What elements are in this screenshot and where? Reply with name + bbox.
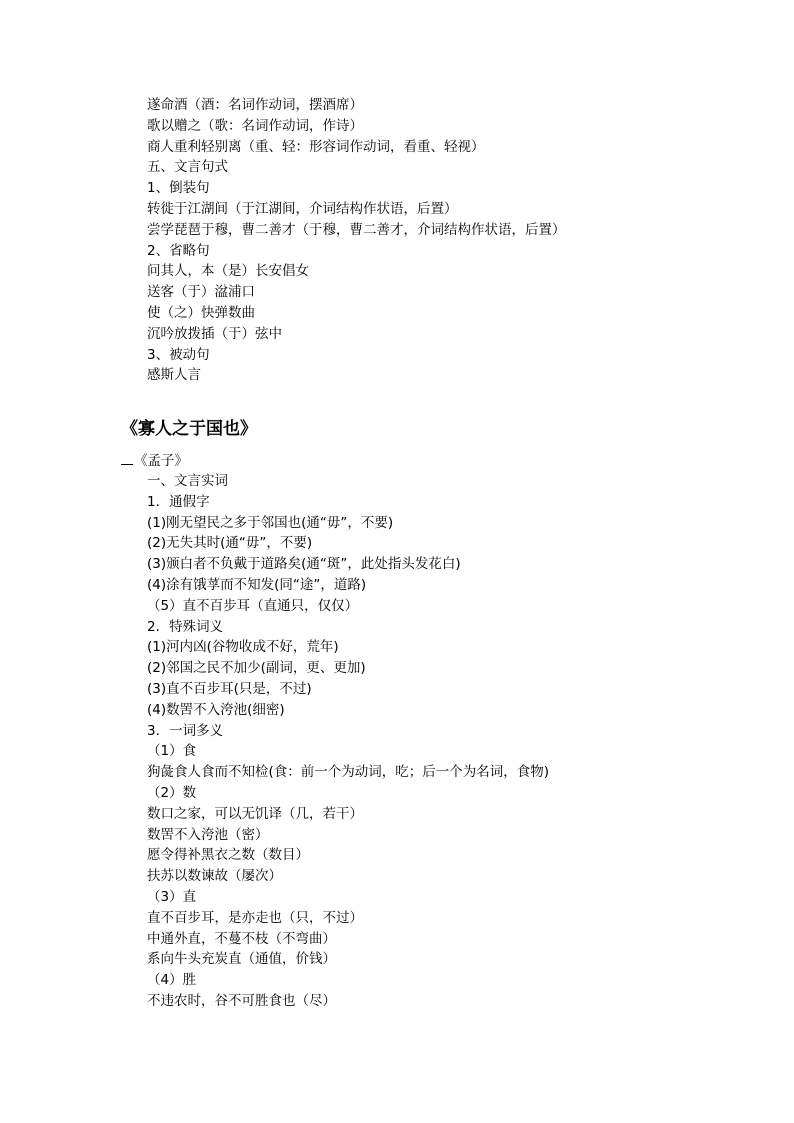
text-line: 送客（于）湓浦口 — [147, 284, 255, 301]
text-line: 使（之）快弹数曲 — [147, 304, 255, 321]
text-line: 狗彘食人食而不知检(食：前一个为动词，吃；后一个为名词，食物) — [147, 764, 550, 781]
text-line: 中通外直，不蔓不枝（不弯曲） — [147, 930, 336, 947]
text-line: (1)刚无望民之多于邻国也(通“毋”，不要) — [147, 514, 394, 531]
underline-mark — [121, 451, 133, 465]
text-line: 遂命酒（酒：名词作动词，摆酒席） — [147, 97, 363, 113]
section-heading: 一、文言实词 — [147, 473, 228, 489]
text-line: (2)无失其时(通“毋”，不要) — [147, 535, 313, 552]
subsection-heading: 2．特殊词义 — [147, 618, 224, 635]
text-line: （2）数 — [147, 784, 197, 801]
text-line: 商人重利轻别离（重、轻：形容词作动词，看重、轻视） — [147, 138, 485, 155]
text-line: 转徙于江湖间（于江湖间，介词结构作状语，后置） — [147, 200, 458, 217]
text-line: 尝学琵琶于穆，曹二善才（于穆，曹二善才，介词结构作状语，后置） — [147, 221, 566, 238]
text-line: (3)颁白者不负戴于道路矣(通“斑”，此处指头发花白) — [147, 556, 461, 573]
subsection-heading: 1．通假字 — [147, 493, 210, 510]
subsection-heading: 2、省略句 — [147, 242, 210, 259]
section-heading: 五、文言句式 — [147, 159, 228, 176]
subsection-heading: 3．一词多义 — [147, 722, 224, 739]
text-block-top — [147, 95, 566, 386]
text-line: 愿令得补黑衣之数（数目） — [147, 847, 309, 864]
section-title: 《寡人之于国也》 — [121, 419, 257, 439]
section-author — [121, 451, 188, 471]
text-line: 感斯人言 — [147, 367, 201, 384]
text-line: （1）食 — [147, 743, 197, 760]
text-line: 问其人，本（是）长安倡女 — [147, 263, 309, 280]
text-line: （5）直不百步耳（直通只，仅仅） — [147, 597, 359, 614]
text-block-bottom — [147, 471, 549, 1012]
text-line: 系向牛头充炭直（通值，价钱） — [147, 951, 336, 968]
text-line: (4)涂有饿莩而不知发(同“途”，道路) — [147, 576, 367, 593]
text-line: (3)直不百步耳(只是，不过) — [147, 680, 312, 697]
text-line: 扶苏以数谏故（屡次） — [147, 868, 282, 885]
text-line: 不违农时，谷不可胜食也（尽） — [147, 992, 336, 1009]
subsection-heading: 3、被动句 — [147, 346, 210, 363]
text-line: （3）直 — [147, 888, 197, 905]
text-line: (1)河内凶(谷物收成不好，荒年) — [147, 639, 339, 656]
text-line: 沉吟放拨插（于）弦中 — [147, 325, 282, 342]
text-line: (4)数罟不入洿池(细密) — [147, 701, 285, 718]
text-line: 数口之家，可以无饥译（几，若干） — [147, 805, 363, 822]
subsection-heading: 1、倒装句 — [147, 180, 210, 197]
author-text: 《孟子》 — [134, 453, 188, 469]
text-line: (2)邻国之民不加少(副词，更、更加) — [147, 660, 366, 677]
text-line: 数罟不入洿池（密） — [147, 826, 269, 843]
text-line: 直不百步耳，是亦走也（只，不过） — [147, 909, 363, 926]
text-line: （4）胜 — [147, 972, 197, 989]
text-line: 歌以赠之（歌：名词作动词，作诗） — [147, 117, 363, 134]
